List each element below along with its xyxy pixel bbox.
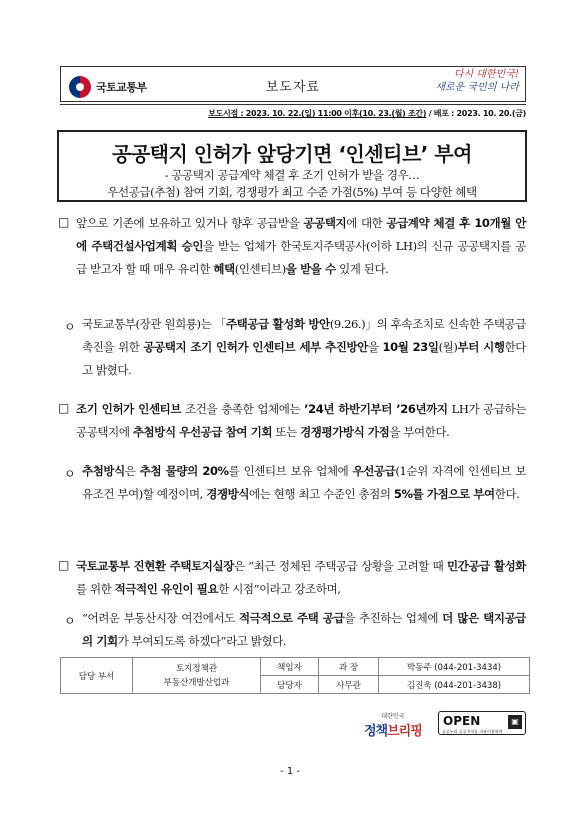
open-label: OPEN <box>443 714 481 728</box>
briefing-name <box>364 720 422 739</box>
paragraph-6 <box>82 607 526 653</box>
bold-text: 경쟁평가방식 가점 <box>300 425 390 439</box>
text: 한 시점”이라고 강조하며, <box>218 582 341 596</box>
bold-text: 혜택 <box>213 262 235 276</box>
license-type-icon: ▣ <box>508 715 522 729</box>
government-slogan <box>429 68 519 94</box>
bold-text: 공공택지 <box>303 216 347 230</box>
paragraph-3 <box>76 398 526 444</box>
text: “어려운 부동산시장 여건에서도 <box>82 611 239 625</box>
dept-2: 부동산개발산업과 <box>163 677 230 688</box>
text: 국토교통부(장관 원희룡)는 「 <box>82 317 226 331</box>
person-cell: 박동주 (044-201-3434) <box>379 658 530 676</box>
square-bullet: □ <box>58 558 70 572</box>
bold-text: 공공택지 조기 인허가 인센티브 세부 추진방안 <box>143 340 368 354</box>
page-number: - 1 - <box>280 766 300 777</box>
text: 을 부여한다. <box>389 425 450 439</box>
role-cell: 책임자 <box>261 658 319 676</box>
text: 가 부여되도록 하겠다”라고 밝혔다. <box>117 634 287 648</box>
person-cell: 김진욱 (044-201-3438) <box>379 676 530 694</box>
text: (9.26.)」의 후속조치로 신속한 주택공급 촉진을 위한 <box>82 317 526 354</box>
text: (인센티브) <box>234 262 286 276</box>
policy-briefing-logo <box>364 711 422 739</box>
square-bullet: □ <box>58 401 70 415</box>
title-box <box>57 130 527 202</box>
title-cell: 과 장 <box>319 658 379 676</box>
role-cell: 담당자 <box>261 676 319 694</box>
open-caption: 공공누리 공공저작물 자유이용허락 <box>442 729 503 734</box>
text: 을 <box>367 340 383 354</box>
text: 조건을 충족한 업체에는 <box>181 402 305 416</box>
embargo-line <box>60 104 526 119</box>
circle-bullet: ㅇ <box>64 614 76 628</box>
circle-bullet: ㅇ <box>64 320 76 334</box>
press-release-header <box>60 66 526 102</box>
text: 을 받는 업체가 한국토지주택공사(이하 LH)의 신규 공공택지를 공급 받고자 할 때 매우 유리한 <box>76 239 526 276</box>
text: 있게 된다. <box>335 262 389 276</box>
embargo-time: 보도시점 : 2023. 10. 22.(일) 11:00 이후(10. 23.(월) 조간) <box>208 109 427 118</box>
text: 한다고 밝혔다. <box>82 340 526 377</box>
square-bullet: □ <box>58 215 70 229</box>
ministry-name: 국토교통부 <box>96 81 147 94</box>
contact-table <box>60 657 530 694</box>
bold-text: 적극적인 유인이 필요 <box>114 582 219 596</box>
circle-bullet: ㅇ <box>64 467 76 481</box>
bold-text: 추첨방식 우선공급 참여 기회 <box>132 425 273 439</box>
text: 에는 현행 최고 수준인 총점의 <box>249 487 394 501</box>
distribution-date: / 배포 : 2023. 10. 20.(금) <box>426 109 526 118</box>
text: 한다. <box>494 487 520 501</box>
text: (월) <box>438 340 458 354</box>
bold-text: 5%를 가점으로 부여 <box>393 487 495 501</box>
text: 에 대한 <box>346 216 387 230</box>
bold-text: 주택공급 활성화 방안 <box>225 317 330 331</box>
bold-text: 을 받을 수 <box>285 262 336 276</box>
text: 를 인센티브 보유 업체에 <box>228 464 353 478</box>
bold-text: 10월 23일 <box>382 340 439 354</box>
dept-label: 담당 부서 <box>61 658 133 694</box>
text: (1순위 자격에 인센티브 보유조건 부여)할 예정이며, <box>82 464 527 501</box>
briefing-country: 대한민국 <box>381 713 405 720</box>
text: LH가 공급하는 공공택지에 <box>76 402 526 439</box>
bold-text: ’24년 하반기부터 ’26년까지 <box>304 402 448 416</box>
bold-text: 추첨 물량의 20% <box>139 464 229 478</box>
slogan-line-2: 새로운 국민의 나라 <box>435 82 519 93</box>
bold-text: 공급계약 체결 후 10개월 안에 주택건설사업계획 승인 <box>76 216 526 253</box>
table-row <box>61 658 530 676</box>
bold-text: 우선공급 <box>352 464 396 478</box>
text: 또는 <box>272 425 301 439</box>
paragraph-4 <box>82 460 526 506</box>
dept-cell <box>133 658 261 694</box>
bold-text: 경쟁방식 <box>206 487 250 501</box>
slogan-line-1: 다시 대한민국! <box>453 69 519 80</box>
release-type: 보도자료 <box>265 80 321 95</box>
subtitle-1: - 공공택지 공급계약 체결 후 조기 인허가 받을 경우… <box>164 168 420 182</box>
bold-text: 국토교통부 진현환 주택토지실장 <box>76 559 234 573</box>
text: 앞으로 기존에 보유하고 있거나 향후 공급받을 <box>76 216 304 230</box>
paragraph-1 <box>76 212 526 281</box>
briefing-name-a: 정책 <box>364 724 388 739</box>
bold-text: 적극적으로 주택 공급 <box>238 611 345 625</box>
bold-text: 조기 인허가 인센티브 <box>76 402 182 416</box>
bold-text: 민간공급 활성화 <box>447 559 526 573</box>
text: 은 “최근 정체된 주택공급 상황을 고려할 때 <box>233 559 448 573</box>
page-title: 공공택지 인허가 앞당기면 ‘인센티브’ 부여 <box>112 142 472 166</box>
dept-1: 토지정책관 <box>175 663 218 674</box>
title-cell: 사무관 <box>319 676 379 694</box>
bold-text: 추첨방식 <box>82 464 125 478</box>
bold-text: 부터 시행 <box>457 340 505 354</box>
text: 를 위한 <box>76 582 115 596</box>
text: 은 <box>124 464 140 478</box>
paragraph-2 <box>82 313 526 382</box>
bold-text: 더 많은 택지공급의 기회 <box>82 611 526 648</box>
briefing-name-b: 브리핑 <box>387 724 422 739</box>
text: 을 추진하는 업체에 <box>344 611 443 625</box>
open-license-logo <box>438 711 526 735</box>
subtitle-2: 우선공급(추첨) 참여 기회, 경쟁평가 최고 수준 가점(5%) 부여 등 다양한 혜택 <box>107 185 477 199</box>
paragraph-5 <box>76 555 526 601</box>
